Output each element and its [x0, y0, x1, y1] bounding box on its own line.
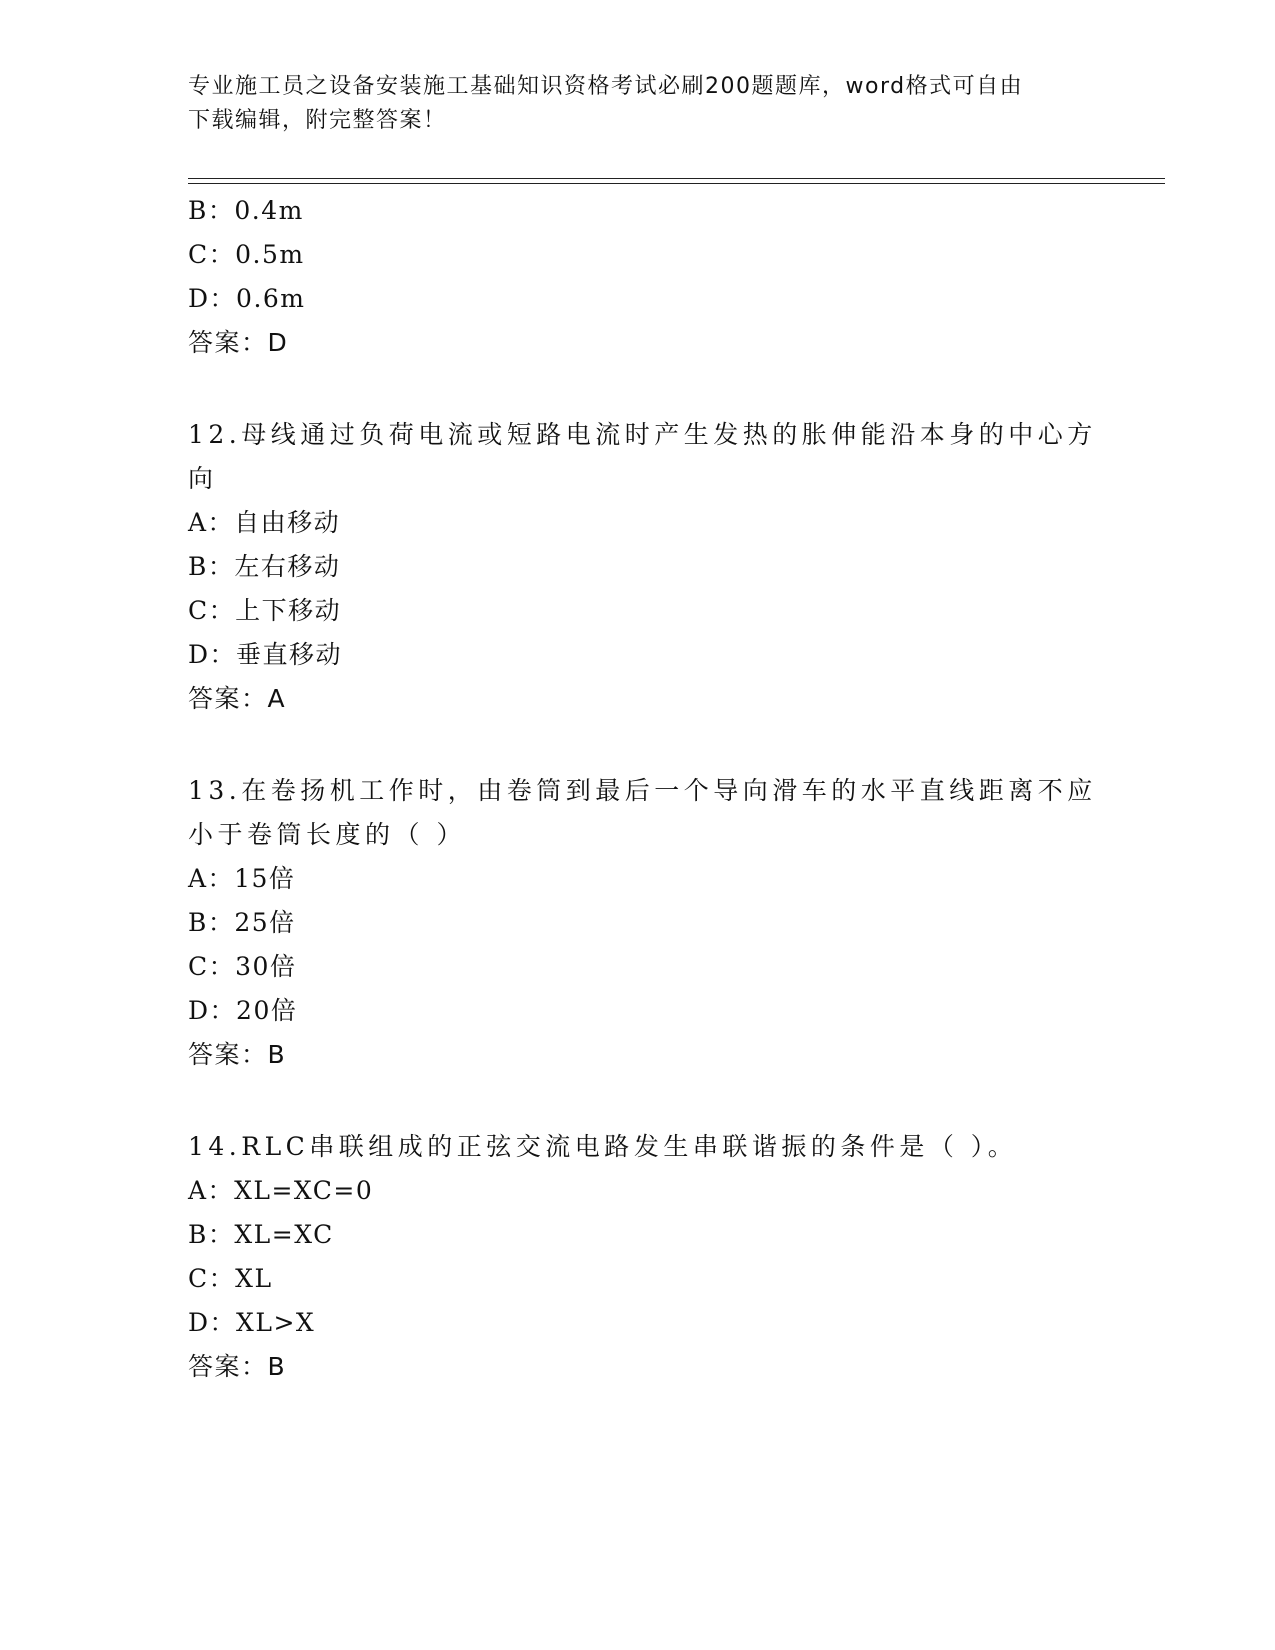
q13-option-b [188, 908, 296, 938]
option-text: XL=XC [234, 1220, 334, 1249]
q14-answer: 答案：B [188, 1352, 287, 1381]
option-text: 25倍 [234, 908, 296, 937]
q14-option-b [188, 1220, 334, 1250]
option-letter: A： [188, 864, 235, 893]
option-letter: A： [188, 1176, 235, 1205]
option-letter: C： [188, 596, 236, 625]
q13-option-c [188, 952, 296, 982]
q14-option-a [188, 1176, 373, 1206]
option-text: 垂直移动 [236, 640, 343, 669]
option-text: 15倍 [234, 864, 296, 893]
option-text: 自由移动 [234, 508, 341, 537]
q12-stem-line1: 12.母线通过负荷电流或短路电流时产生发热的胀伸能沿本身的中心方 [188, 420, 1097, 449]
q14-option-d [188, 1308, 315, 1338]
option-text: 20倍 [236, 996, 298, 1025]
q13-stem-line2: 小于卷筒长度的（ ） [188, 820, 466, 849]
document-header [188, 70, 1088, 138]
q12-option-b [188, 552, 340, 582]
header-title-line2: 下载编辑，附完整答案！ [188, 108, 447, 133]
option-letter: D： [188, 996, 237, 1025]
option-letter: B： [188, 908, 235, 937]
q14-stem-line1: 14.RLC串联组成的正弦交流电路发生串联谐振的条件是（ ）。 [188, 1132, 1018, 1161]
q11-answer: 答案：D [188, 328, 289, 357]
q13-option-a [188, 864, 295, 894]
option-text: 0.6m [236, 284, 306, 313]
option-letter: B： [188, 196, 235, 225]
option-text: 上下移动 [235, 596, 342, 625]
q11-option-c [188, 240, 305, 270]
option-text: 0.4m [234, 196, 304, 225]
option-text: 30倍 [235, 952, 297, 981]
option-letter: A： [188, 508, 235, 537]
q12-option-d [188, 640, 342, 670]
option-letter: D： [188, 284, 237, 313]
header-divider-top [188, 178, 1165, 179]
q12-option-c [188, 596, 341, 626]
q11-option-d [188, 284, 306, 314]
q12-answer: 答案：A [188, 684, 287, 713]
q12-option-a [188, 508, 340, 538]
q13-stem-line1: 13.在卷扬机工作时，由卷筒到最后一个导向滑车的水平直线距离不应 [188, 776, 1097, 805]
option-text: XL>X [236, 1308, 316, 1337]
option-letter: D： [188, 1308, 237, 1337]
option-letter: C： [188, 1264, 236, 1293]
option-letter: C： [188, 952, 236, 981]
option-letter: D： [188, 640, 237, 669]
option-letter: B： [188, 1220, 235, 1249]
q14-option-c [188, 1264, 273, 1294]
option-letter: B： [188, 552, 235, 581]
q12-stem-line2: 向 [188, 464, 218, 493]
option-text: XL=XC=0 [234, 1176, 374, 1205]
q13-answer: 答案：B [188, 1040, 287, 1069]
option-text: 0.5m [235, 240, 305, 269]
q11-option-b [188, 196, 304, 226]
header-title-line1: 专业施工员之设备安装施工基础知识资格考试必刷200题题库，word格式可自由 [188, 74, 1024, 99]
option-text: 左右移动 [234, 552, 341, 581]
option-letter: C： [188, 240, 236, 269]
q13-option-d [188, 996, 297, 1026]
header-divider-bottom [188, 183, 1165, 184]
option-text: XL [235, 1264, 273, 1293]
